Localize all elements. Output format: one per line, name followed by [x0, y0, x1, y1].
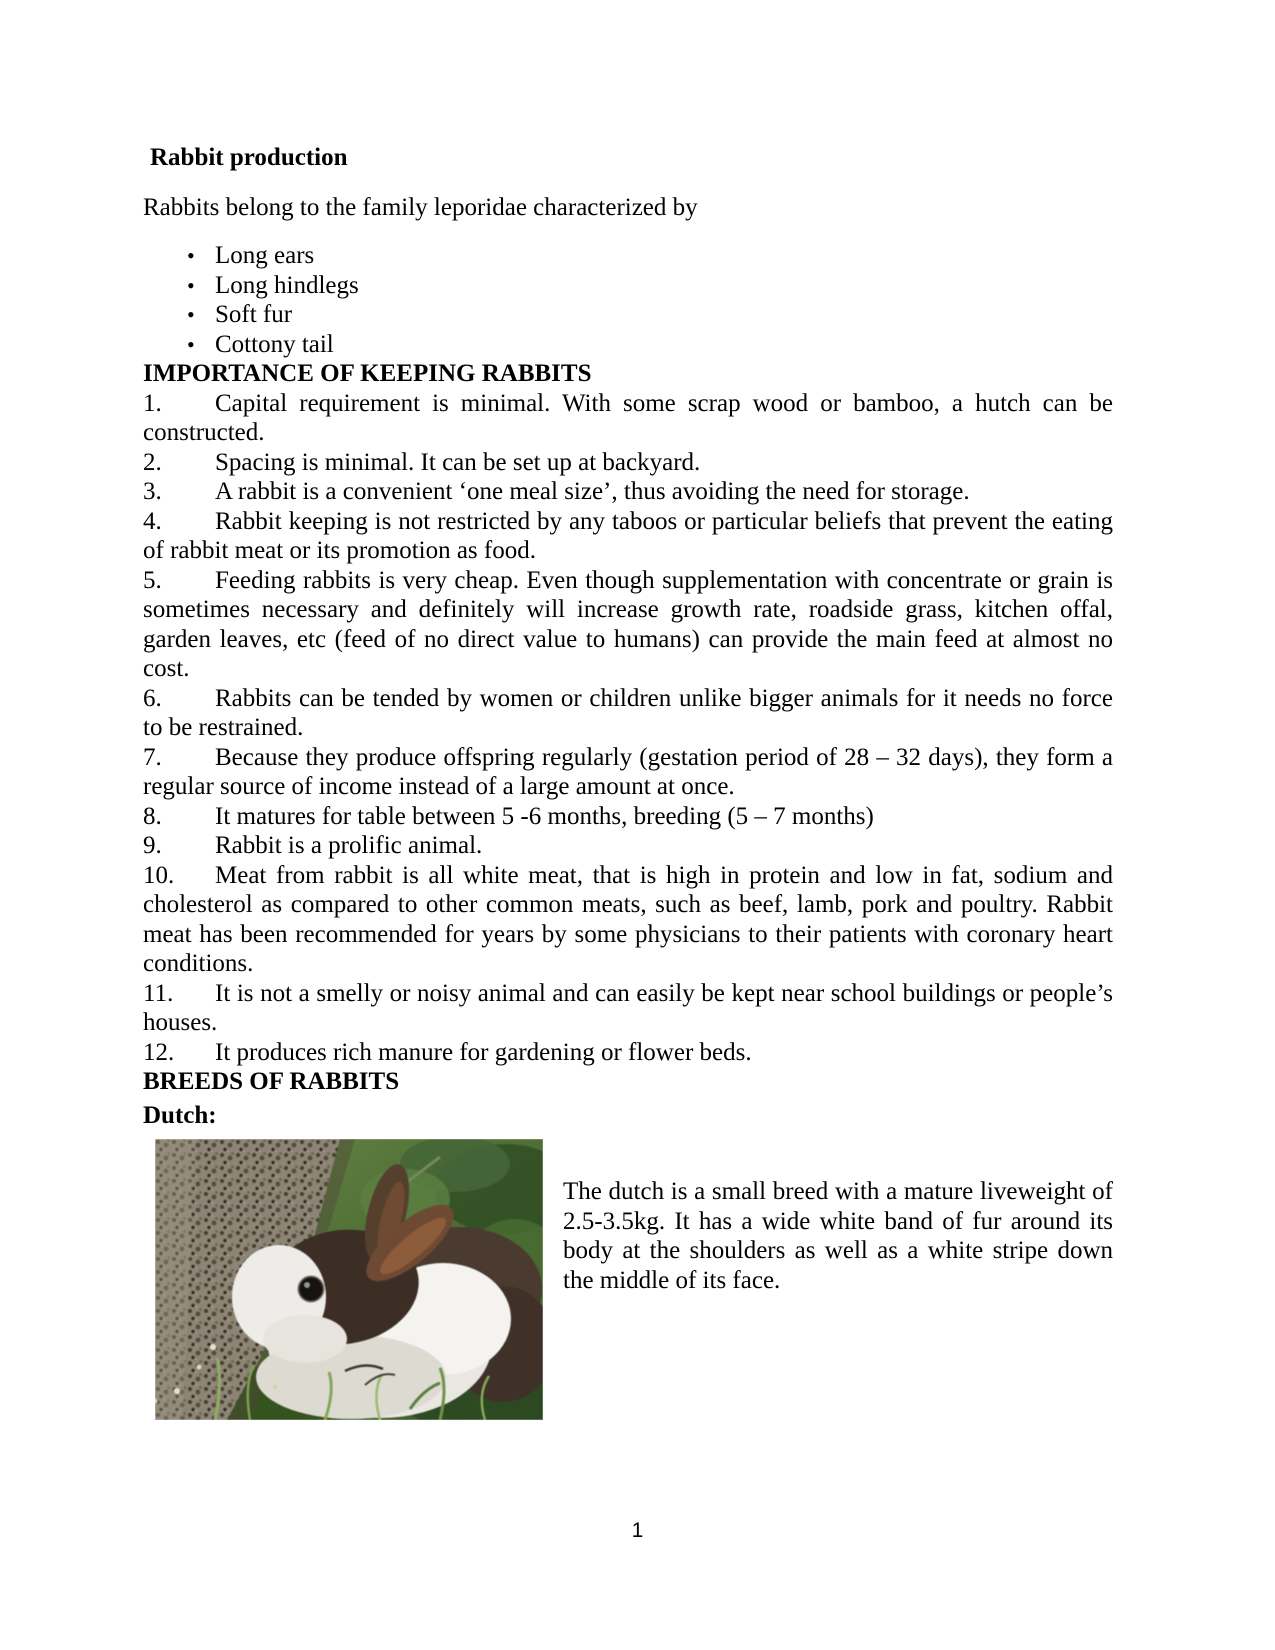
- numbered-item: [143, 477, 1113, 507]
- item-number: 7.: [143, 743, 162, 771]
- numbered-item: [143, 507, 1113, 566]
- item-text: Spacing is minimal. It can be set up at backyard.: [215, 448, 701, 476]
- item-number: 5.: [143, 566, 162, 594]
- item-text: Rabbit is a prolific animal.: [215, 832, 483, 859]
- bullet-item-label: Cottony tail: [215, 330, 334, 358]
- page-number: 1: [631, 1519, 644, 1542]
- numbered-item: [143, 1038, 1113, 1068]
- item-number: 9.: [143, 832, 162, 859]
- numbered-item: [143, 831, 1113, 861]
- item-number: 2.: [143, 448, 162, 476]
- bullet-icon: •: [187, 331, 195, 357]
- numbered-item: [143, 448, 1113, 478]
- item-text: Meat from rabbit is all white meat, that is high in protein and low in fat, sodium and cholesterol as compared to other common meats, such as beef, lamb, pork and poultry. Rabbit meat has been recommended for years by some physicians to their patients with coronary heart conditions.: [143, 861, 1113, 977]
- bullet-item-label: Soft fur: [215, 301, 293, 328]
- item-text: Capital requirement is minimal. With some scrap wood or bamboo, a hutch can be constructed.: [143, 389, 1113, 446]
- numbered-item: [143, 684, 1113, 743]
- item-number: 11.: [143, 979, 174, 1007]
- breed-label-dutch: Dutch:: [143, 1101, 217, 1129]
- item-text: It produces rich manure for gardening or flower beds.: [215, 1038, 752, 1066]
- numbered-item: [143, 566, 1113, 684]
- bullet-icon: •: [187, 302, 195, 327]
- dutch-description: The dutch is a small breed with a mature liveweight of 2.5-3.5kg. It has a wide white band of fur around its body at the shoulders as well as a white stripe down the middle of its face.: [563, 1178, 1113, 1294]
- page-title: Rabbit production: [150, 144, 348, 171]
- bullet-item-label: Long hindlegs: [215, 271, 359, 299]
- item-number: 6.: [143, 684, 162, 712]
- dutch-rabbit-photo: [155, 1139, 543, 1420]
- item-number: 8.: [143, 802, 162, 830]
- numbered-item: [143, 979, 1113, 1038]
- importance-heading: IMPORTANCE OF KEEPING RABBITS: [143, 360, 592, 387]
- item-text: Rabbit keeping is not restricted by any taboos or particular beliefs that prevent the eating of rabbit meat or its promotion as food.: [143, 507, 1113, 564]
- characteristics-bullet-list: [143, 241, 1113, 359]
- numbered-item: [143, 389, 1113, 448]
- bullet-icon: •: [187, 272, 195, 298]
- item-text: Because they produce offspring regularly (gestation period of 28 – 32 days), they form a regular source of income instead of a large amount at once.: [143, 743, 1113, 800]
- item-number: 4.: [143, 507, 162, 535]
- item-number: 10.: [143, 861, 175, 889]
- intro-paragraph: Rabbits belong to the family leporidae characterized by: [143, 193, 698, 221]
- list-item: [143, 300, 1113, 330]
- list-item: [143, 330, 1113, 360]
- item-number: 12.: [143, 1038, 175, 1066]
- numbered-item: [143, 861, 1113, 979]
- numbered-item: [143, 802, 1113, 832]
- dutch-breed-section: [143, 1139, 1113, 1420]
- list-item: [143, 271, 1113, 301]
- item-number: 1.: [143, 389, 162, 417]
- item-text: Feeding rabbits is very cheap. Even though supplementation with concentrate or grain is sometimes necessary and definitely will increase growth rate, roadside grass, kitchen offal, garden leaves, etc (feed of no direct value to humans) can provide the main feed at almost no cost.: [143, 566, 1113, 682]
- item-text: It is not a smelly or noisy animal and can easily be kept near school buildings or people’s houses.: [143, 979, 1113, 1036]
- item-text: Rabbits can be tended by women or children unlike bigger animals for it needs no force to be restrained.: [143, 684, 1113, 741]
- item-text: It matures for table between 5 -6 months, breeding (5 – 7 months): [215, 802, 874, 830]
- bullet-item-label: Long ears: [215, 242, 315, 269]
- bullet-icon: •: [187, 243, 195, 268]
- numbered-item: [143, 743, 1113, 802]
- list-item: [143, 241, 1113, 271]
- item-text: A rabbit is a convenient ‘one meal size’, thus avoiding the need for storage.: [215, 478, 970, 505]
- breeds-heading: BREEDS OF RABBITS: [143, 1068, 400, 1095]
- item-number: 3.: [143, 478, 162, 505]
